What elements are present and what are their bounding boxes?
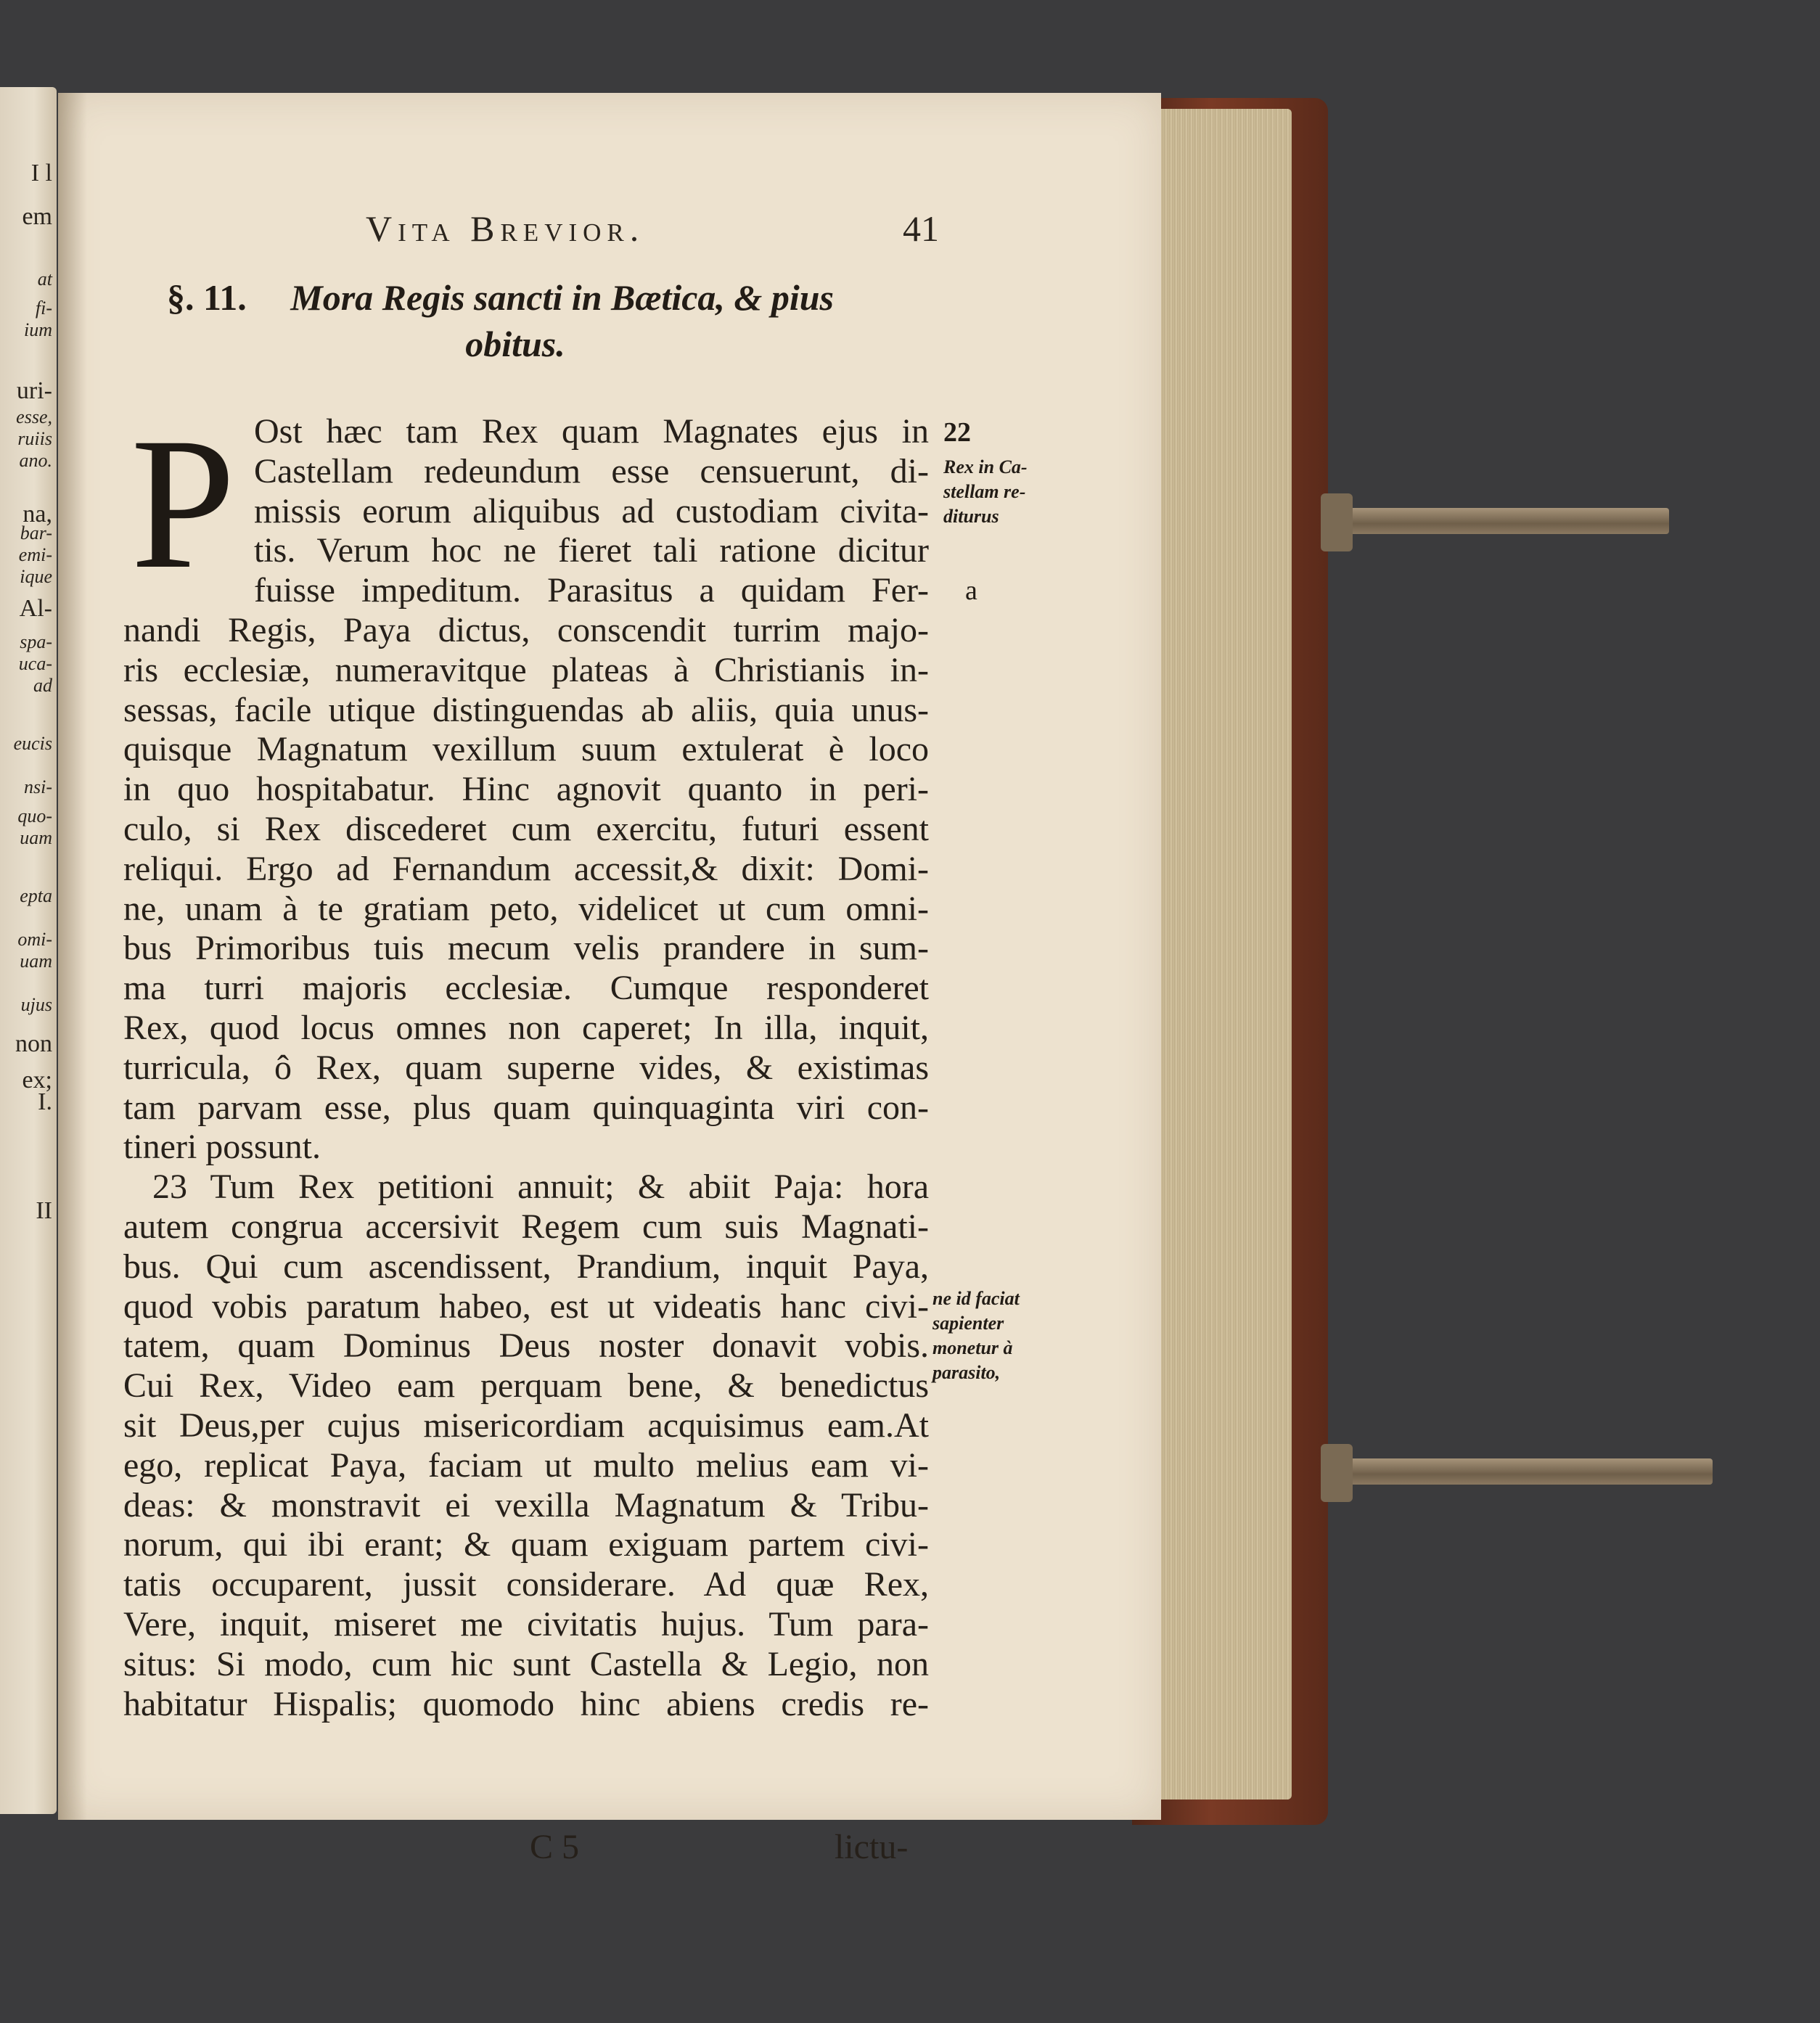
body-line: Cui Rex, Video eam perquam bene, & benedictus [123,1366,929,1406]
body-line: ego, replicat Paya, faciam ut multo melius eam vi- [123,1445,929,1485]
page-edges [1157,109,1292,1800]
body-line: Ost hæc tam Rex quam Magnates ejus in [254,412,929,451]
book-page [58,93,1161,1866]
left-page-fragment: omi- [17,929,52,950]
margin-note-line: stellam re- [943,481,1026,502]
body-line: deas: & monstravit ei vexilla Magnatum & Tribu- [123,1485,929,1525]
body-line: nandi Regis, Paya dictus, conscendit turrim majo- [123,611,929,649]
body-line: quod vobis paratum habeo, est ut videatis hanc civi- [123,1287,929,1326]
section-number: §. 11. [167,277,247,318]
running-head [58,208,1161,251]
left-page-fragment: eucis [13,733,52,754]
body-line: ne, unam à te gratiam peto, videlicet ut cum omni- [123,889,929,928]
page-number: 41 [903,208,939,249]
drop-cap: P [131,399,236,608]
upper-clasp-hinge [1321,493,1353,551]
body-line: fuisse impeditum. Parasitus a quidam Fer- [254,571,929,610]
left-page-fragment: ujus [20,994,52,1015]
section-title-line2: obitus. [465,324,565,364]
body-line: quisque Magnatum vexillum suum extulerat è loco [123,730,929,769]
margin-note-line: sapienter [932,1313,1004,1334]
left-page-fragment: ex; [22,1067,52,1093]
section-heading [167,274,951,367]
left-page-fragment: ium [24,319,52,340]
body-line: situs: Si modo, cum hic sunt Castella & Legio, non [123,1644,929,1683]
left-page-fragment: ruiis [17,428,52,449]
body-line: sessas, facile utique distinguendas ab aliis, quia unus- [123,690,929,729]
running-head-title: Vita Brevior. [366,208,645,249]
margin-note-line: monetur à [932,1337,1013,1358]
body-line: tineri possunt. [123,1128,321,1167]
margin-note-line: ne id faciat [932,1288,1020,1309]
body-line: reliqui. Ergo ad Fernandum accessit,& dixit: Domi- [123,849,929,888]
left-page-fragment: Al- [19,595,52,622]
body-line: tis. Verum hoc ne fieret tali ratione dicitur [254,531,929,570]
body-line: culo, si Rex discederet cum exercitu, futuri essent [123,810,929,848]
signature-mark: C 5 [530,1828,580,1866]
left-page-fragment: non [15,1030,52,1057]
body-line: tatis occuparent, jussit considerare. Ad quæ Rex, [123,1565,929,1604]
body-line: autem congrua accersivit Regem cum suis Magnati- [123,1207,929,1246]
left-page-fragment: esse, [16,406,52,427]
body-line: missis eorum aliquibus ad custodiam civita- [254,491,929,530]
left-page-fragment: I. [38,1088,52,1115]
left-page-fragment: at [37,268,52,290]
upper-clasp [1321,508,1669,534]
body-line: 23 Tum Rex petitioni annuit; & abiit Paja: hora [152,1168,929,1207]
body-line: in quo hospitabatur. Hinc agnovit quanto in peri- [123,770,929,809]
body-line: sit Deus,per cujus misericordiam acquisimus eam.At [123,1406,929,1445]
body-line: turricula, ô Rex, quam superne vides, & existimas [123,1048,929,1087]
body-line: Vere, inquit, miseret me civitatis hujus. Tum para- [123,1605,929,1644]
margin-note-line: parasito, [932,1362,1001,1383]
left-page-fragment: uca- [18,653,52,674]
body-line: tam parvam esse, plus quam quinquaginta viri con- [123,1088,929,1127]
body-line: norum, qui ibi erant; & quam exiguam partem civi- [123,1525,929,1564]
left-page-fragment: ique [20,566,52,587]
body-line: bus. Qui cum ascendissent, Prandium, inquit Paya, [123,1247,929,1286]
body-line: ma turri majoris ecclesiæ. Cumque responderet [123,969,929,1008]
left-page-fragment: ad [33,675,52,696]
left-page-fragment: emi- [18,544,52,565]
left-page-fragment: uam [20,827,52,848]
left-page-fragment: ano. [19,450,52,471]
left-page-fragment: fi- [35,298,52,319]
margin-note-letter: a [965,575,977,606]
left-page-fragment: spa- [20,631,52,652]
body-line: bus Primoribus tuis mecum velis prandere in sum- [123,929,929,968]
left-page-fragment: na, [22,501,52,528]
body-line: Rex, quod locus omnes non caperet; In illa, inquit, [123,1009,929,1047]
body-line: Castellam redeundum esse censuerunt, di- [254,451,929,491]
left-page-fragment: II [36,1197,52,1224]
left-page-edge [0,87,57,1814]
left-page-fragment: nsi- [24,776,52,797]
left-page-fragment: uri- [16,377,52,404]
left-page-fragment: I l [30,160,52,186]
section-title-line1: Mora Regis sancti in Bætica, & pius [290,277,834,318]
margin-note-line: diturus [943,506,999,527]
left-page-fragment: em [22,203,52,230]
body-line: ris ecclesiæ, numeravitque plateas à Christianis in- [123,650,929,689]
left-page-fragment: epta [20,885,52,906]
left-page-fragment: bar- [20,522,52,543]
body-line: tatem, quam Dominus Deus noster donavit vobis. [123,1326,929,1366]
left-page-fragment: uam [20,951,52,972]
lower-clasp-hinge [1321,1444,1353,1502]
body-line: habitatur Hispalis; quomodo hinc abiens credis re- [123,1684,929,1723]
page-gutter-shadow [58,93,87,1820]
catchword: lictu- [835,1828,909,1866]
left-page-fragment: quo- [17,805,52,826]
margin-note-line: Rex in Ca- [943,456,1028,477]
margin-paragraph-number: 22 [943,417,971,448]
lower-clasp [1321,1458,1713,1485]
